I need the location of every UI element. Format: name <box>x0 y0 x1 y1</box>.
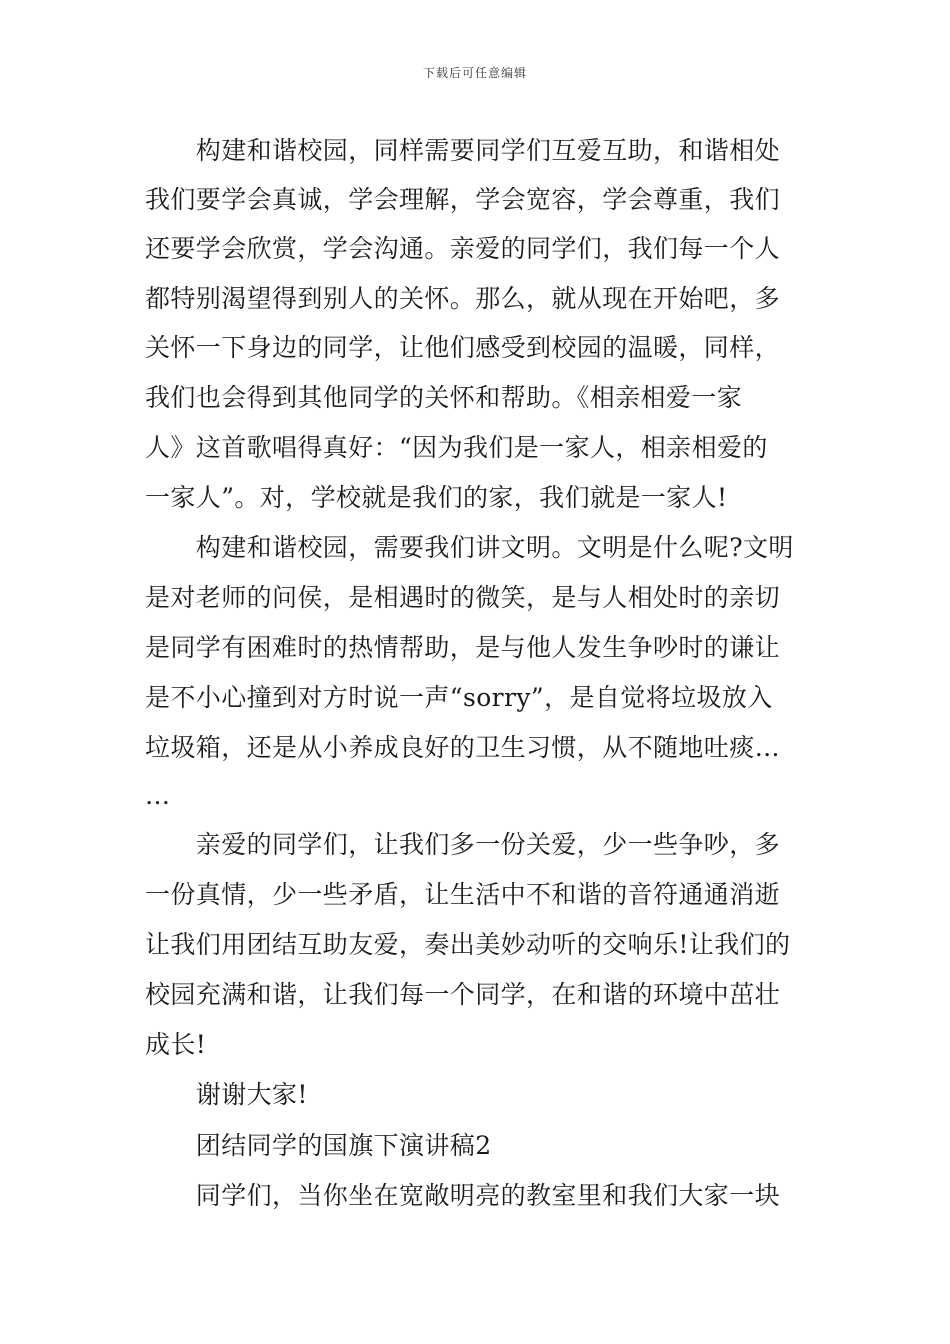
text-line: 成长! <box>145 1030 207 1059</box>
text-line: 构建和谐校园，需要我们讲文明。文明是什么呢?文明 <box>145 533 794 562</box>
text-line: 是同学有困难时的热情帮助，是与他人发生争吵时的谦让 <box>145 633 781 662</box>
text-line: 同学们，当你坐在宽敞明亮的教室里和我们大家一块 <box>145 1181 781 1210</box>
text-line: 亲爱的同学们，让我们多一份关爱，少一些争吵，多 <box>145 830 781 859</box>
text-line: 都特别渴望得到别人的关怀。那么，就从现在开始吧，多 <box>145 284 781 313</box>
text-line: 是对老师的问侯，是相遇时的微笑，是与人相处时的亲切 <box>145 583 781 612</box>
text-line: 还要学会欣赏，学会沟通。亲爱的同学们，我们每一个人 <box>145 234 781 263</box>
text-line: 垃圾箱，还是从小养成良好的卫生习惯，从不随地吐痰… <box>145 733 781 762</box>
text-line: 一份真情，少一些矛盾，让生活中不和谐的音符通通消逝 <box>145 880 781 909</box>
text-line: … <box>145 781 171 810</box>
text-line: 是不小心撞到对方时说一声“sorry”，是自觉将垃圾放入 <box>145 683 773 712</box>
text-line: 校园充满和谐，让我们每一个同学，在和谐的环境中茁壮 <box>145 980 781 1009</box>
page-header: 下载后可任意编辑 <box>422 66 527 80</box>
text-line: 关怀一下身边的同学，让他们感受到校园的温暖，同样， <box>145 333 781 362</box>
text-line: 我们要学会真诚，学会理解，学会宽容，学会尊重，我们 <box>145 185 781 214</box>
section-title: 团结同学的国旗下演讲稿2 <box>145 1131 492 1160</box>
text-line: 我们也会得到其他同学的关怀和帮助。《相亲相爱一家 <box>145 383 743 412</box>
text-line: 谢谢大家! <box>145 1080 308 1109</box>
text-line: 人》这首歌唱得真好：“因为我们是一家人，相亲相爱的 <box>145 433 768 462</box>
text-line: 一家人”。对，学校就是我们的家，我们就是一家人! <box>145 483 728 512</box>
text-line: 让我们用团结互助友爱，奏出美妙动听的交响乐!让我们的 <box>145 930 791 959</box>
text-line: 构建和谐校园，同样需要同学们互爱互助，和谐相处 <box>145 136 781 165</box>
